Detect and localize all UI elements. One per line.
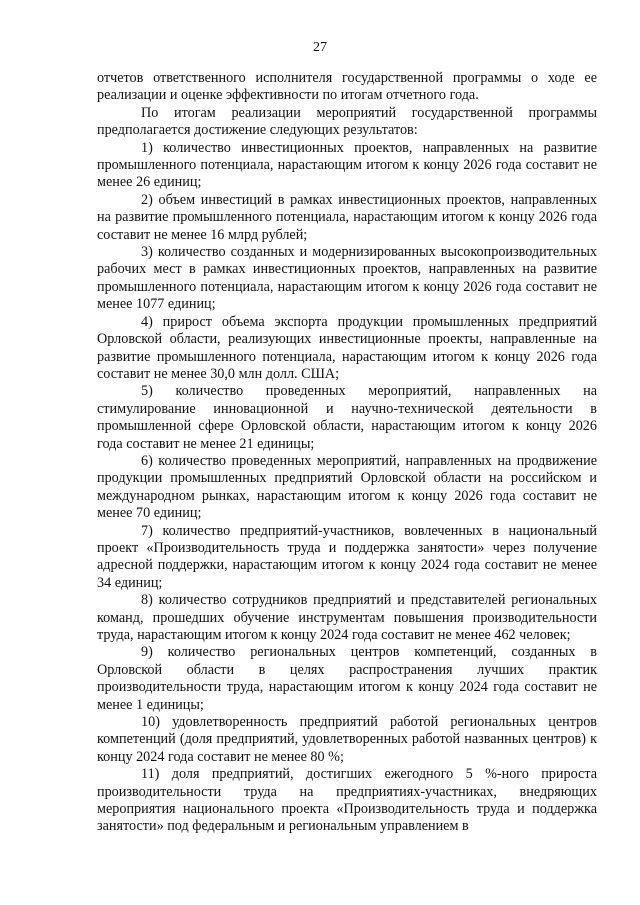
paragraph: 1) количество инвестиционных проектов, направленных на развитие промышленного потенциала, нарастающим итогом к концу 2026 года составит не менее 26 единиц; — [97, 139, 597, 191]
paragraph: 6) количество проведенных мероприятий, направленных на продвижение продукции промышленных предприятий Орловской области на российском и международном рынках, нарастающим итогом к концу 2026 года составит не менее 70 единиц; — [97, 452, 597, 522]
paragraph: 11) доля предприятий, достигших ежегодного 5 %-ного прироста производительности труда на предприятиях-участниках, внедряющих мероприятия национального проекта «Производительность труда и поддержка занятости» под федеральным и региональным управлением в — [97, 766, 597, 835]
paragraph: 2) объем инвестиций в рамках инвестиционных проектов, направленных на развитие промышленного потенциала, нарастающим итогом к концу 2026 года составит не менее 16 млрд рублей; — [97, 191, 597, 243]
page-number: 27 — [313, 40, 327, 55]
paragraph: 5) количество проведенных мероприятий, направленных на стимулирование инновационной и научно-технической деятельности в промышленной сфере Орловской области, нарастающим итогом к концу 2026 года составит не менее 21 единицы; — [97, 383, 597, 452]
paragraph: 9) количество региональных центров компетенций, созданных в Орловской области в целях распространения лучших практик производительности труда, нарастающим итогом к концу 2024 года составит не менее 1 единицы; — [97, 644, 597, 713]
paragraph: отчетов ответственного исполнителя государственной программы о ходе ее реализации и оценке эффективности по итогам отчетного года. — [97, 70, 597, 104]
document-body — [97, 70, 597, 836]
paragraph: 7) количество предприятий-участников, вовлеченных в национальный проект «Производительность труда и поддержка занятости» через получение адресной поддержки, нарастающим итогом к концу 2024 года составит не менее 34 единиц; — [97, 522, 597, 591]
paragraph: 3) количество созданных и модернизированных высокопроизводительных рабочих мест в рамках инвестиционных проектов, направленных на развитие промышленного потенциала, нарастающим итогом к концу 2026 года составит не менее 1077 единиц; — [97, 244, 597, 313]
paragraph: 10) удовлетворенность предприятий работой региональных центров компетенций (доля предприятий, удовлетворенных работой названных центров) к концу 2024 года составит не менее 80 %; — [97, 714, 597, 765]
paragraph: 8) количество сотрудников предприятий и представителей региональных команд, прошедших обучение инструментам повышения производительности труда, нарастающим итогом к концу 2024 года составит не менее 462 человек; — [97, 592, 597, 643]
paragraph: 4) прирост объема экспорта продукции промышленных предприятий Орловской области, реализующих инвестиционные проекты, направленные на развитие промышленного потенциала, нарастающим итогом к концу 2026 года составит не менее 30,0 млн долл. США; — [97, 313, 597, 382]
paragraph: По итогам реализации мероприятий государственной программы предполагается достижение следующих результатов: — [97, 104, 597, 139]
